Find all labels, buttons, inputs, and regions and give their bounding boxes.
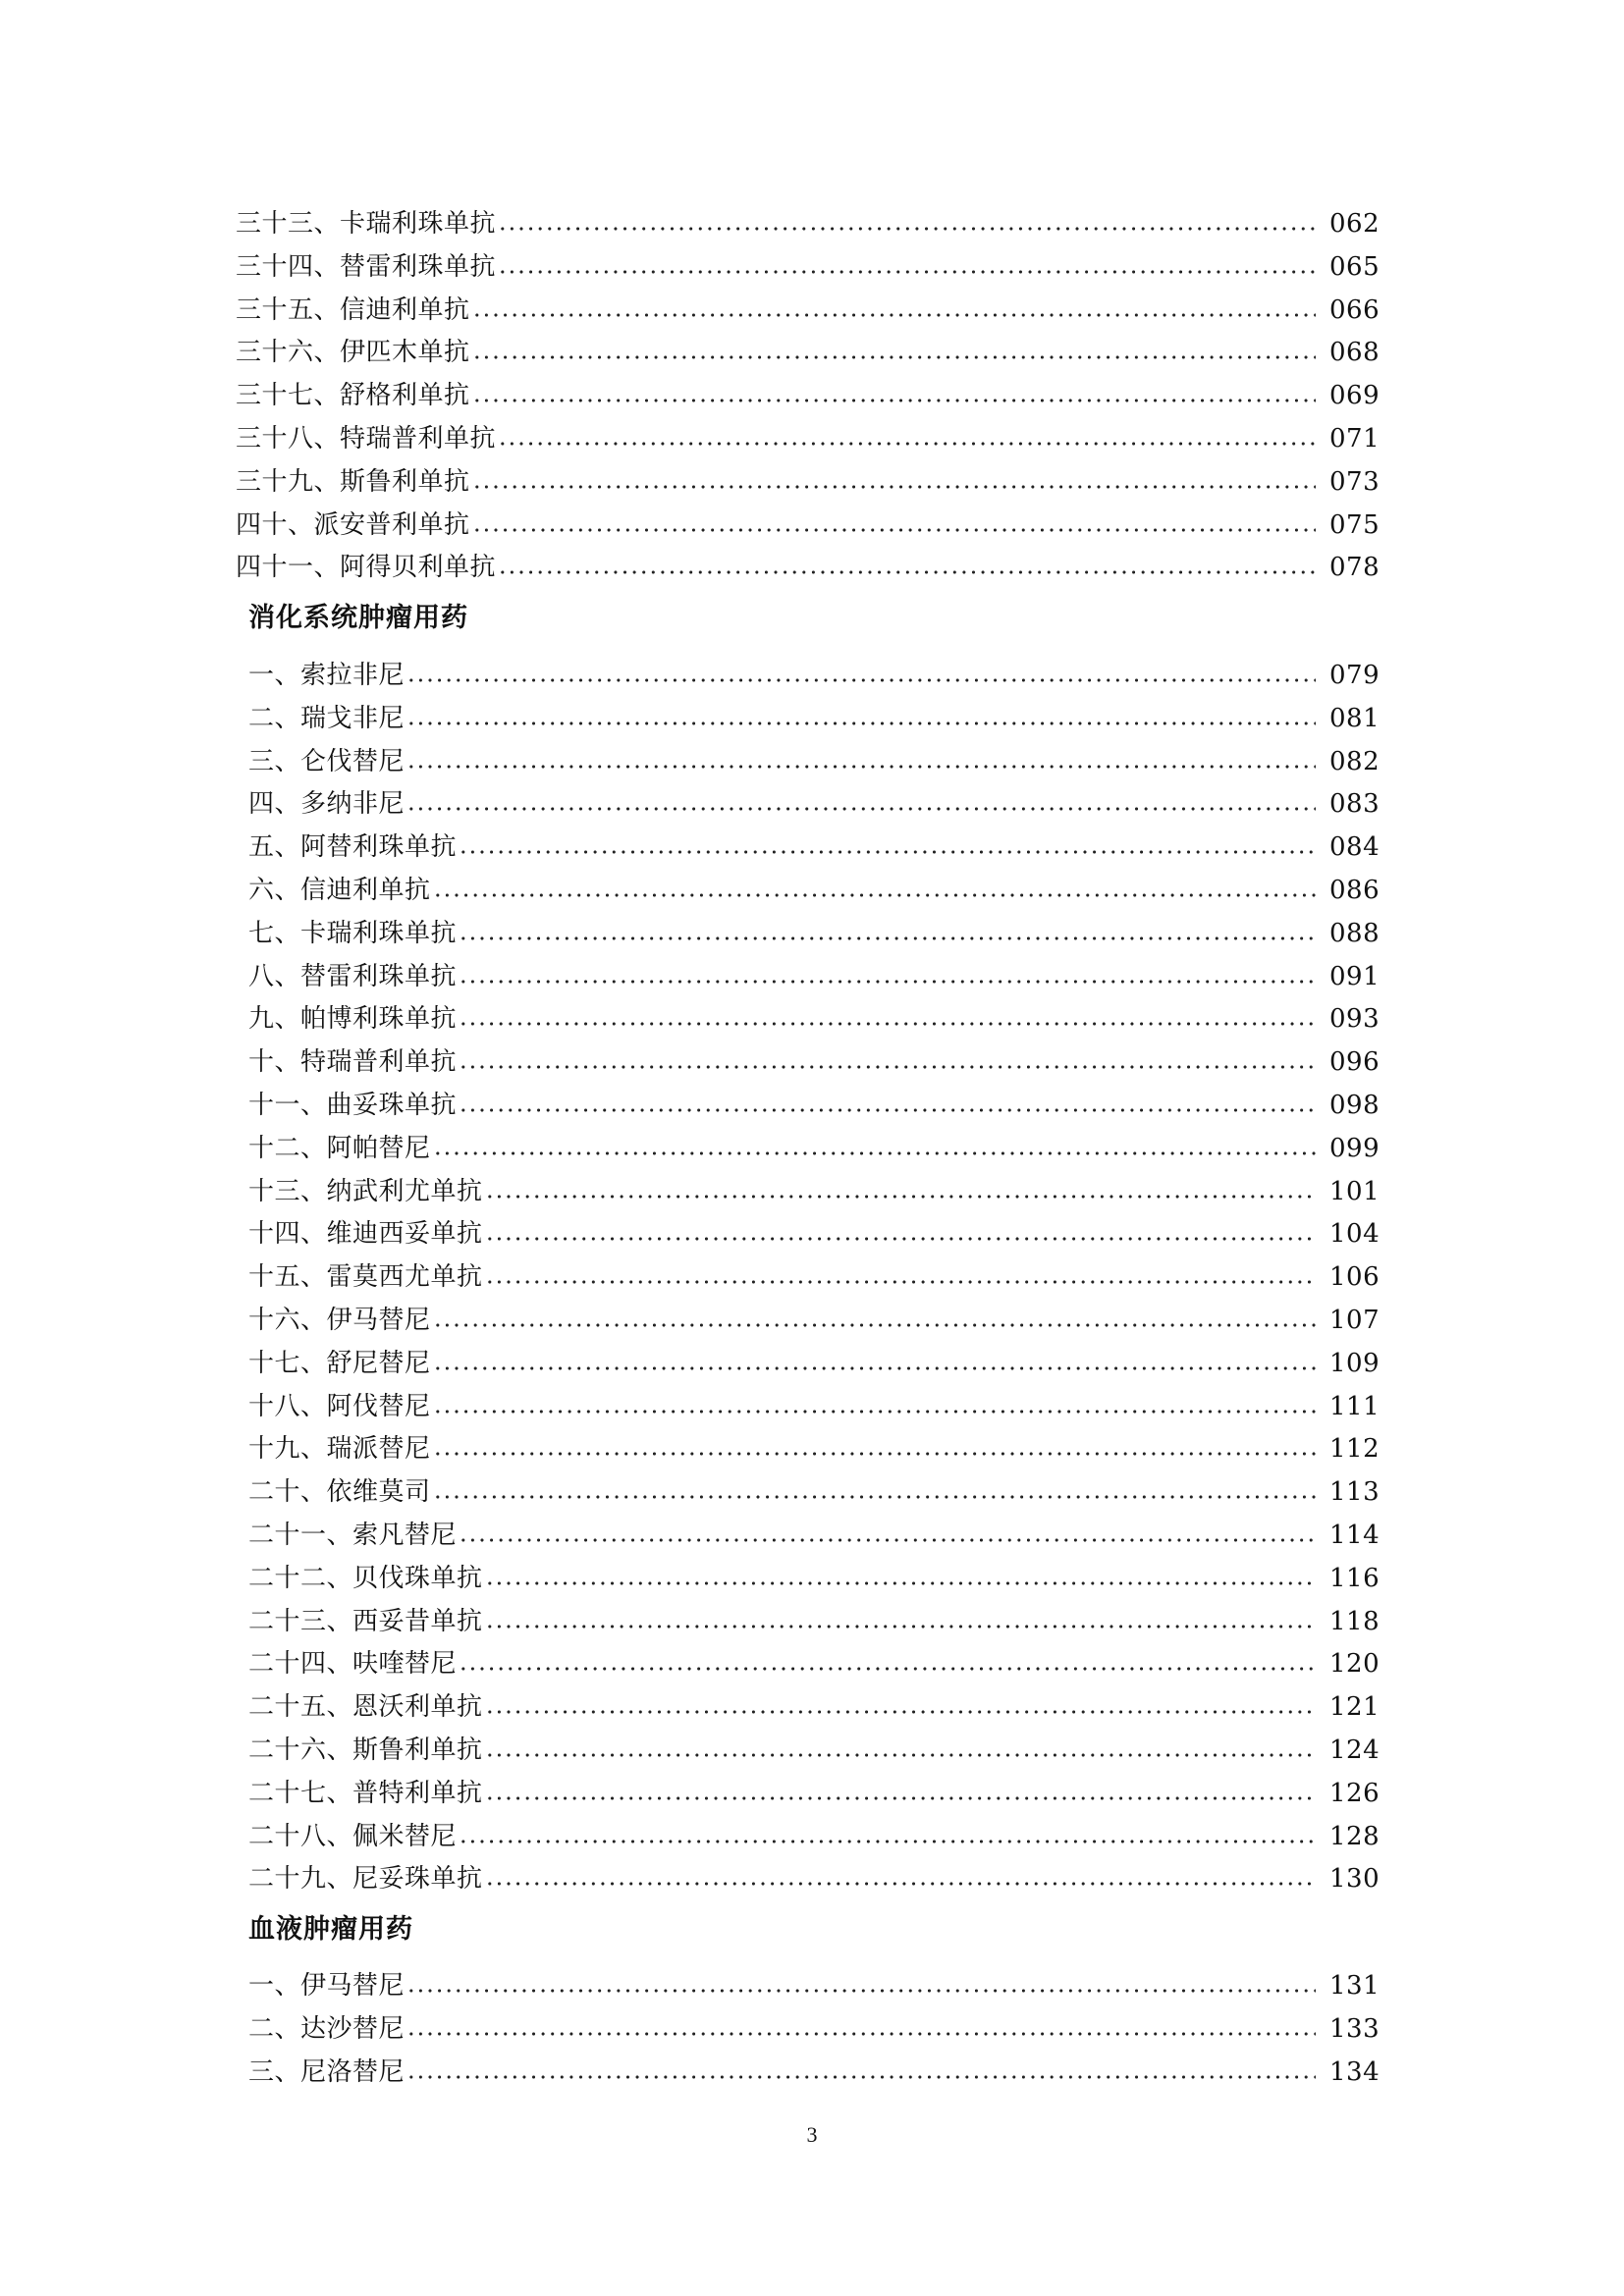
toc-entry — [236, 458, 1380, 498]
toc-entry — [248, 1039, 1380, 1078]
toc-entry-page-number: 069 — [1329, 381, 1380, 411]
dot-leader — [459, 1667, 1316, 1671]
toc-entry-page-number: 126 — [1329, 1778, 1380, 1808]
toc-entry — [248, 995, 1380, 1035]
toc-entry-page-number: 079 — [1329, 661, 1380, 690]
toc-entry-title: 三、仑伐替尼 — [248, 746, 406, 776]
toc-entry-page-number: 128 — [1329, 1821, 1380, 1851]
toc-entry-page-number: 133 — [1329, 2013, 1380, 2044]
toc-entry-title: 二十一、索凡替尼 — [248, 1521, 458, 1550]
dot-leader — [485, 1710, 1316, 1714]
toc-entry-page-number: 068 — [1329, 338, 1380, 368]
toc-entry-page-number: 131 — [1329, 1971, 1380, 2001]
toc-entry-page-number: 118 — [1329, 1606, 1380, 1636]
toc-entry — [248, 1297, 1380, 1336]
dot-leader — [472, 313, 1316, 317]
toc-entry-title: 三十五、信迪利单抗 — [236, 294, 470, 325]
toc-entry — [248, 1125, 1380, 1164]
toc-entry-title: 四十一、阿得贝利单抗 — [236, 553, 497, 583]
dot-leader — [485, 1753, 1316, 1757]
toc-entry-page-number: 084 — [1329, 832, 1380, 863]
toc-entry — [248, 1813, 1380, 1852]
toc-entry-title: 三、尼洛替尼 — [248, 2056, 406, 2087]
toc-entry — [248, 1383, 1380, 1422]
toc-entry-title: 十五、雷莫西尤单抗 — [248, 1262, 483, 1293]
toc-entry-title: 十四、维迪西妥单抗 — [248, 1219, 483, 1250]
dot-leader — [433, 1410, 1316, 1414]
toc-entry-page-number: 114 — [1329, 1521, 1380, 1550]
toc-entry-title: 四、多纳非尼 — [248, 789, 406, 820]
dot-leader — [459, 1108, 1316, 1112]
toc-entry-title: 四十、派安普利单抗 — [236, 509, 470, 540]
toc-entry-title: 二十八、佩米替尼 — [248, 1821, 458, 1851]
toc-entry-page-number: 111 — [1329, 1391, 1380, 1421]
toc-entry-page-number: 081 — [1329, 703, 1380, 733]
toc-entry-page-number: 083 — [1329, 789, 1380, 820]
toc-entry — [236, 502, 1380, 541]
toc-entry — [248, 1962, 1380, 2002]
toc-entry-title: 二十四、呋喹替尼 — [248, 1649, 458, 1680]
dot-leader — [406, 807, 1316, 811]
toc-entry-page-number: 112 — [1329, 1434, 1380, 1465]
dot-leader — [498, 442, 1316, 446]
toc-entry — [248, 1512, 1380, 1551]
dot-leader — [433, 1366, 1316, 1370]
toc-entry-page-number: 124 — [1329, 1735, 1380, 1765]
toc-entry-page-number: 098 — [1329, 1091, 1380, 1120]
toc-entry — [248, 780, 1380, 820]
toc-entry-title: 七、卡瑞利珠单抗 — [248, 918, 458, 948]
dot-leader — [485, 1581, 1316, 1585]
toc-entry — [248, 1210, 1380, 1250]
toc-entry — [248, 1168, 1380, 1207]
toc-entry-page-number: 075 — [1329, 509, 1380, 540]
toc-entry-title: 十三、纳武利尤单抗 — [248, 1176, 483, 1206]
dot-leader — [406, 678, 1316, 682]
toc-entry — [248, 1727, 1380, 1766]
toc-entry-page-number: 082 — [1329, 746, 1380, 776]
toc-entry — [248, 1340, 1380, 1379]
toc-entry-page-number: 062 — [1329, 209, 1380, 239]
toc-entry-title: 三十四、替雷利珠单抗 — [236, 251, 497, 282]
dot-leader — [406, 2032, 1316, 2036]
toc-entry-title: 十八、阿伐替尼 — [248, 1391, 431, 1421]
toc-entry-title: 十六、伊马替尼 — [248, 1306, 431, 1335]
toc-entry — [236, 415, 1380, 454]
toc-entry — [248, 1598, 1380, 1637]
toc-entry — [248, 1555, 1380, 1594]
dot-leader — [485, 1195, 1316, 1199]
toc-entry-page-number: 073 — [1329, 466, 1380, 497]
toc-entry-title: 二十九、尼妥珠单抗 — [248, 1864, 483, 1895]
toc-entry — [248, 1683, 1380, 1723]
toc-entry-page-number: 121 — [1329, 1692, 1380, 1723]
toc-entry — [248, 1770, 1380, 1809]
toc-entry-title: 三十九、斯鲁利单抗 — [236, 466, 470, 497]
toc-entry-page-number: 106 — [1329, 1262, 1380, 1293]
dot-leader — [472, 485, 1316, 489]
dot-leader — [433, 1452, 1316, 1456]
dot-leader — [472, 355, 1316, 359]
toc-entry-page-number: 093 — [1329, 1004, 1380, 1035]
toc-entry-page-number: 101 — [1329, 1176, 1380, 1206]
toc-entry-title: 十九、瑞派替尼 — [248, 1434, 431, 1465]
dot-leader — [498, 270, 1316, 274]
toc-entry-page-number: 091 — [1329, 961, 1380, 991]
dot-leader — [498, 570, 1316, 574]
toc-entry-title: 三十七、舒格利单抗 — [236, 381, 470, 411]
toc-entry-page-number: 071 — [1329, 424, 1380, 454]
toc-entry-title: 二十、依维莫司 — [248, 1477, 431, 1508]
toc-entry-title: 五、阿替利珠单抗 — [248, 832, 458, 863]
toc-entry-page-number: 113 — [1329, 1477, 1380, 1508]
toc-entry — [248, 695, 1380, 734]
toc-entry-title: 二十二、贝伐珠单抗 — [248, 1563, 483, 1593]
toc-entry-page-number: 134 — [1329, 2056, 1380, 2087]
dot-leader — [472, 399, 1316, 402]
dot-leader — [485, 1237, 1316, 1241]
toc-entry-title: 一、索拉非尼 — [248, 661, 406, 690]
toc-entry — [248, 910, 1380, 949]
toc-entry-title: 二、瑞戈非尼 — [248, 703, 406, 733]
toc-entry-title: 十七、舒尼替尼 — [248, 1348, 431, 1378]
toc-entry-title: 二十七、普特利单抗 — [248, 1778, 483, 1808]
toc-entry — [248, 1082, 1380, 1121]
dot-leader — [406, 1989, 1316, 1993]
toc-entry-title: 一、伊马替尼 — [248, 1971, 406, 2001]
dot-leader — [498, 227, 1316, 231]
toc-entry-title: 三十三、卡瑞利珠单抗 — [236, 209, 497, 239]
dot-leader — [406, 721, 1316, 725]
toc-entry — [236, 243, 1380, 283]
toc-entry — [236, 544, 1380, 583]
dot-leader — [459, 1022, 1316, 1026]
toc-entry-title: 十、特瑞普利单抗 — [248, 1047, 458, 1078]
toc-entry-page-number: 065 — [1329, 251, 1380, 282]
dot-leader — [459, 980, 1316, 984]
toc-entry — [248, 867, 1380, 906]
toc-entry — [248, 1855, 1380, 1895]
dot-leader — [472, 528, 1316, 532]
section-heading-hematologic: 血液肿瘤用药 — [248, 1914, 413, 1945]
dot-leader — [433, 893, 1316, 897]
toc-entry — [236, 329, 1380, 368]
toc-entry-title: 十二、阿帕替尼 — [248, 1133, 431, 1163]
toc-entry-title: 六、信迪利单抗 — [248, 876, 431, 905]
dot-leader — [406, 2075, 1316, 2079]
toc-entry — [248, 1254, 1380, 1293]
toc-entry — [236, 287, 1380, 326]
toc-entry-page-number: 086 — [1329, 876, 1380, 905]
toc-entry — [248, 1425, 1380, 1465]
toc-entry — [248, 738, 1380, 777]
dot-leader — [485, 1796, 1316, 1800]
toc-entry — [248, 824, 1380, 863]
toc-entry — [248, 1640, 1380, 1680]
dot-leader — [433, 1495, 1316, 1499]
dot-leader — [459, 1065, 1316, 1069]
toc-entry-page-number: 109 — [1329, 1348, 1380, 1378]
toc-entry-title: 九、帕博利珠单抗 — [248, 1004, 458, 1035]
dot-leader — [459, 850, 1316, 854]
dot-leader — [459, 936, 1316, 940]
dot-leader — [406, 765, 1316, 769]
toc-entry — [248, 652, 1380, 691]
toc-entry-title: 二十三、西妥昔单抗 — [248, 1606, 483, 1636]
page-number: 3 — [806, 2122, 818, 2147]
dot-leader — [485, 1882, 1316, 1886]
toc-entry-title: 二十五、恩沃利单抗 — [248, 1692, 483, 1723]
toc-entry-page-number: 088 — [1329, 918, 1380, 948]
toc-entry — [248, 2049, 1380, 2088]
dot-leader — [433, 1323, 1316, 1327]
toc-entry — [248, 1468, 1380, 1508]
toc-entry-title: 二十六、斯鲁利单抗 — [248, 1735, 483, 1765]
toc-entry-page-number: 130 — [1329, 1864, 1380, 1895]
dot-leader — [459, 1840, 1316, 1843]
toc-entry-page-number: 096 — [1329, 1047, 1380, 1078]
toc-entry — [236, 372, 1380, 411]
toc-entry-page-number: 099 — [1329, 1133, 1380, 1163]
toc-entry-page-number: 066 — [1329, 294, 1380, 325]
toc-entry-page-number: 104 — [1329, 1219, 1380, 1250]
toc-entry — [236, 200, 1380, 240]
dot-leader — [459, 1538, 1316, 1542]
toc-entry-title: 三十六、伊匹木单抗 — [236, 338, 470, 368]
dot-leader — [485, 1280, 1316, 1284]
toc-entry-page-number: 078 — [1329, 553, 1380, 583]
toc-entry-page-number: 116 — [1329, 1563, 1380, 1593]
toc-entry-title: 十一、曲妥珠单抗 — [248, 1091, 458, 1120]
section-heading-digestive: 消化系统肿瘤用药 — [248, 603, 468, 633]
toc-entry — [248, 953, 1380, 992]
dot-leader — [485, 1625, 1316, 1629]
dot-leader — [433, 1151, 1316, 1155]
toc-entry-page-number: 120 — [1329, 1649, 1380, 1680]
toc-entry-title: 八、替雷利珠单抗 — [248, 961, 458, 991]
toc-entry-page-number: 107 — [1329, 1306, 1380, 1335]
toc-entry — [248, 2005, 1380, 2045]
toc-entry-title: 二、达沙替尼 — [248, 2013, 406, 2044]
toc-entry-title: 三十八、特瑞普利单抗 — [236, 424, 497, 454]
